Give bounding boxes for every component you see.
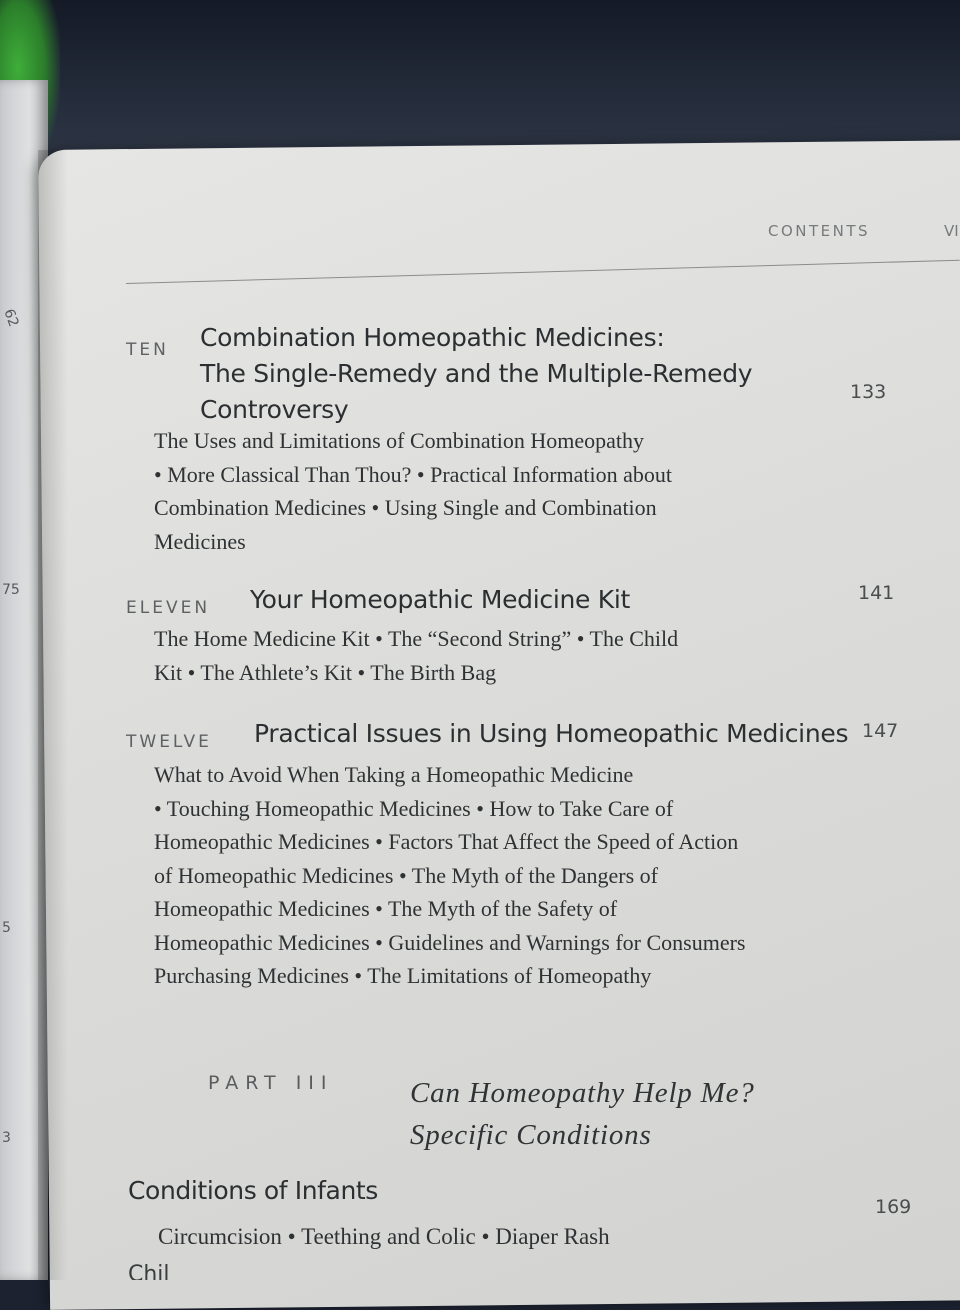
topic-line: Homeopathic Medicines • The Myth of the Safety of — [154, 896, 618, 921]
topic-line: • Touching Homeopathic Medicines • How to Take Care of — [154, 795, 674, 821]
chapter-title — [200, 320, 752, 428]
chapter-topics — [154, 424, 672, 558]
topic-line: What to Avoid When Taking a Homeopathic Medicine — [154, 762, 634, 787]
chapter-page-number: 133 — [850, 381, 887, 403]
section-title: Conditions of Infants — [128, 1176, 378, 1205]
topic-line: of Homeopathic Medicines • The Myth of the Dangers of — [154, 862, 659, 888]
chapter-title-line: Your Homeopathic Medicine Kit — [250, 585, 630, 614]
cutoff-text: Chil — [128, 1262, 170, 1280]
left-page-number: 75 — [2, 582, 20, 598]
topic-line: Kit • The Athlete’s Kit • The Birth Bag — [154, 659, 497, 685]
chapter-topics — [154, 758, 745, 993]
chapter-number: ELEVEN — [126, 598, 211, 618]
chapter-page-number: 147 — [862, 720, 899, 742]
chapter-title-line: Combination Homeopathic Medicines: — [200, 323, 665, 352]
chapter-page-number: 141 — [858, 582, 895, 604]
chapter-title-line: The Single-Remedy and the Multiple-Remedy — [200, 359, 753, 388]
chapter-title — [250, 582, 630, 618]
topic-line: Homeopathic Medicines • Factors That Affect the Speed of Action — [154, 829, 739, 854]
left-page-number: 5 — [2, 920, 11, 936]
chapter-title — [254, 716, 848, 752]
chapter-topics — [154, 622, 678, 689]
topic-line: Combination Medicines • Using Single and Combination — [154, 495, 657, 520]
page-folio: VI — [944, 222, 959, 240]
left-page-number: 3 — [2, 1130, 11, 1146]
topic-line: Purchasing Medicines • The Limitations of Homeopathy — [154, 963, 652, 988]
topic-line: The Uses and Limitations of Combination Homeopathy — [154, 428, 645, 453]
chapter-number: TEN — [126, 340, 169, 360]
chapter-title-line: Practical Issues in Using Homeopathic Medicines — [254, 719, 849, 748]
topic-line: Medicines — [154, 528, 246, 554]
left-page-number: 62 — [0, 306, 22, 330]
part-title — [410, 1072, 755, 1156]
running-head: CONTENTS — [768, 222, 871, 240]
topic-line: Homeopathic Medicines • Guidelines and Warnings for Consumers — [154, 929, 746, 955]
part-title-line: Can Homeopathy Help Me? — [410, 1077, 755, 1109]
section-topics: Circumcision • Teething and Colic • Diaper Rash — [158, 1224, 610, 1249]
section-page-number: 169 — [875, 1196, 912, 1218]
chapter-title-line: Controversy — [200, 395, 349, 424]
chapter-number: TWELVE — [126, 732, 212, 752]
topic-line: The Home Medicine Kit • The “Second String” • The Child — [154, 626, 679, 651]
part-title-line: Specific Conditions — [410, 1119, 652, 1151]
part-label: PART III — [208, 1072, 334, 1094]
topic-line: • More Classical Than Thou? • Practical Information about — [154, 461, 673, 487]
